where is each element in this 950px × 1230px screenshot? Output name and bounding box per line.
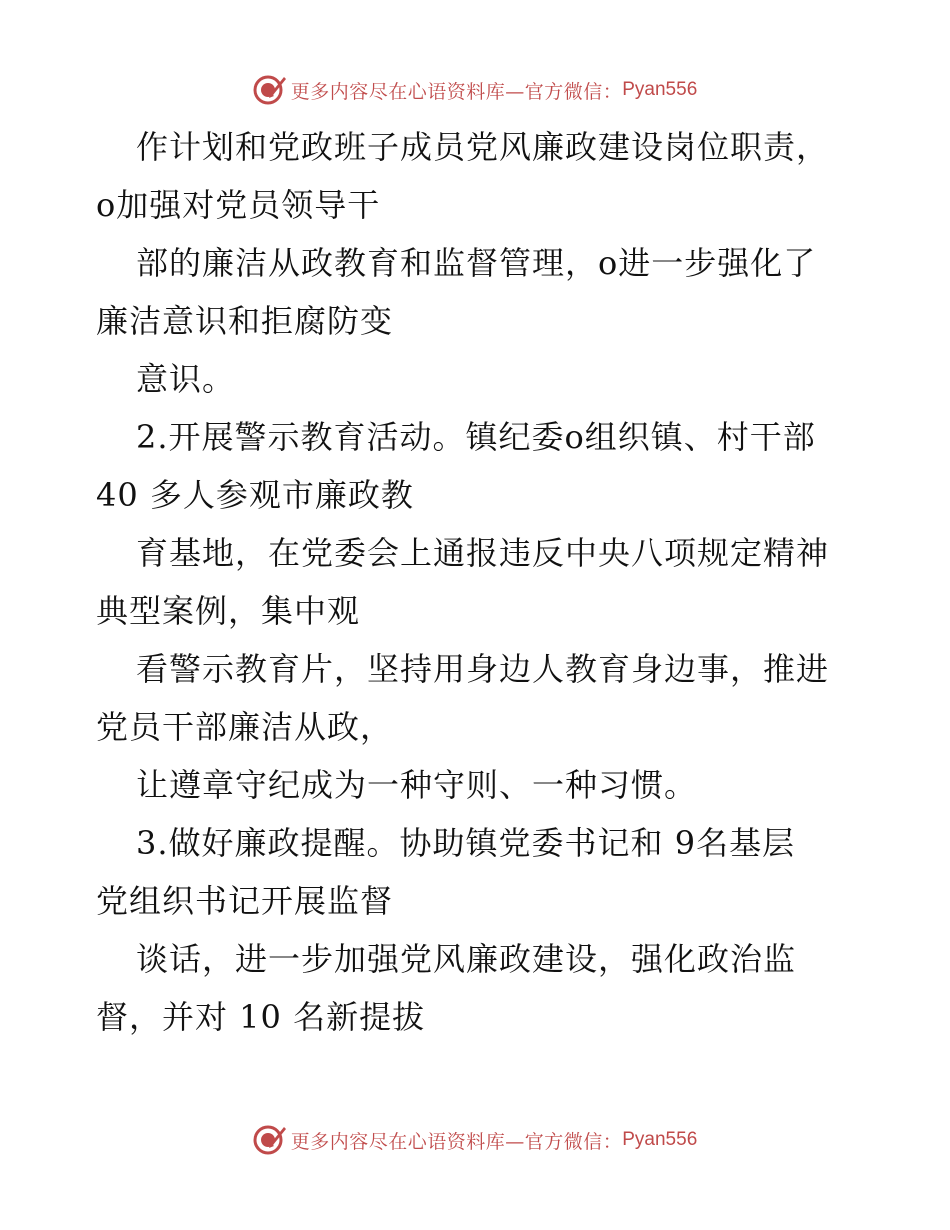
- paragraph-line: 3.做好廉政提醒。协助镇党委书记和 9名基层: [136, 824, 796, 862]
- header-banner-id: Pyan556: [622, 79, 698, 100]
- paragraph-line: 意识。: [136, 360, 236, 398]
- document-body: [96, 118, 896, 1046]
- header-banner: [0, 70, 950, 110]
- paragraph-line: 党员干部廉洁从政，: [96, 708, 394, 746]
- paragraph-line: o加强对党员领导干: [96, 186, 381, 224]
- header-banner-text: 更多内容尽在心语资料库—官方微信：: [290, 80, 623, 103]
- footer-banner-text: 更多内容尽在心语资料库—官方微信：: [290, 1130, 623, 1153]
- pen-logo-icon: [253, 73, 287, 107]
- paragraph-line: 廉洁意识和拒腐防变: [96, 302, 394, 340]
- footer-banner: [0, 1120, 950, 1160]
- paragraph-line: 作计划和党政班子成员党风廉政建设岗位职责，: [136, 128, 830, 166]
- footer-banner-id: Pyan556: [622, 1129, 698, 1150]
- paragraph-line: 党组织书记开展监督: [96, 882, 394, 920]
- paragraph-line: 育基地，在党委会上通报违反中央八项规定精神: [136, 534, 830, 572]
- paragraph-line: 2.开展警示教育活动。镇纪委o组织镇、村干部: [136, 418, 816, 456]
- paragraph-line: 典型案例，集中观: [96, 592, 361, 630]
- paragraph-line: 谈话，进一步加强党风廉政建设，强化政治监: [136, 940, 797, 978]
- paragraph-line: 40 多人参观市廉政教: [96, 476, 414, 514]
- paragraph-line: 让遵章守纪成为一种守则、一种习惯。: [136, 766, 698, 804]
- paragraph-line: 督，并对 10 名新提拔: [96, 998, 426, 1036]
- paragraph-line: 部的廉洁从政教育和监督管理，o进一步强化了: [136, 244, 817, 282]
- paragraph-line: 看警示教育片，坚持用身边人教育身边事，推进: [136, 650, 830, 688]
- pen-logo-icon: [253, 1123, 287, 1157]
